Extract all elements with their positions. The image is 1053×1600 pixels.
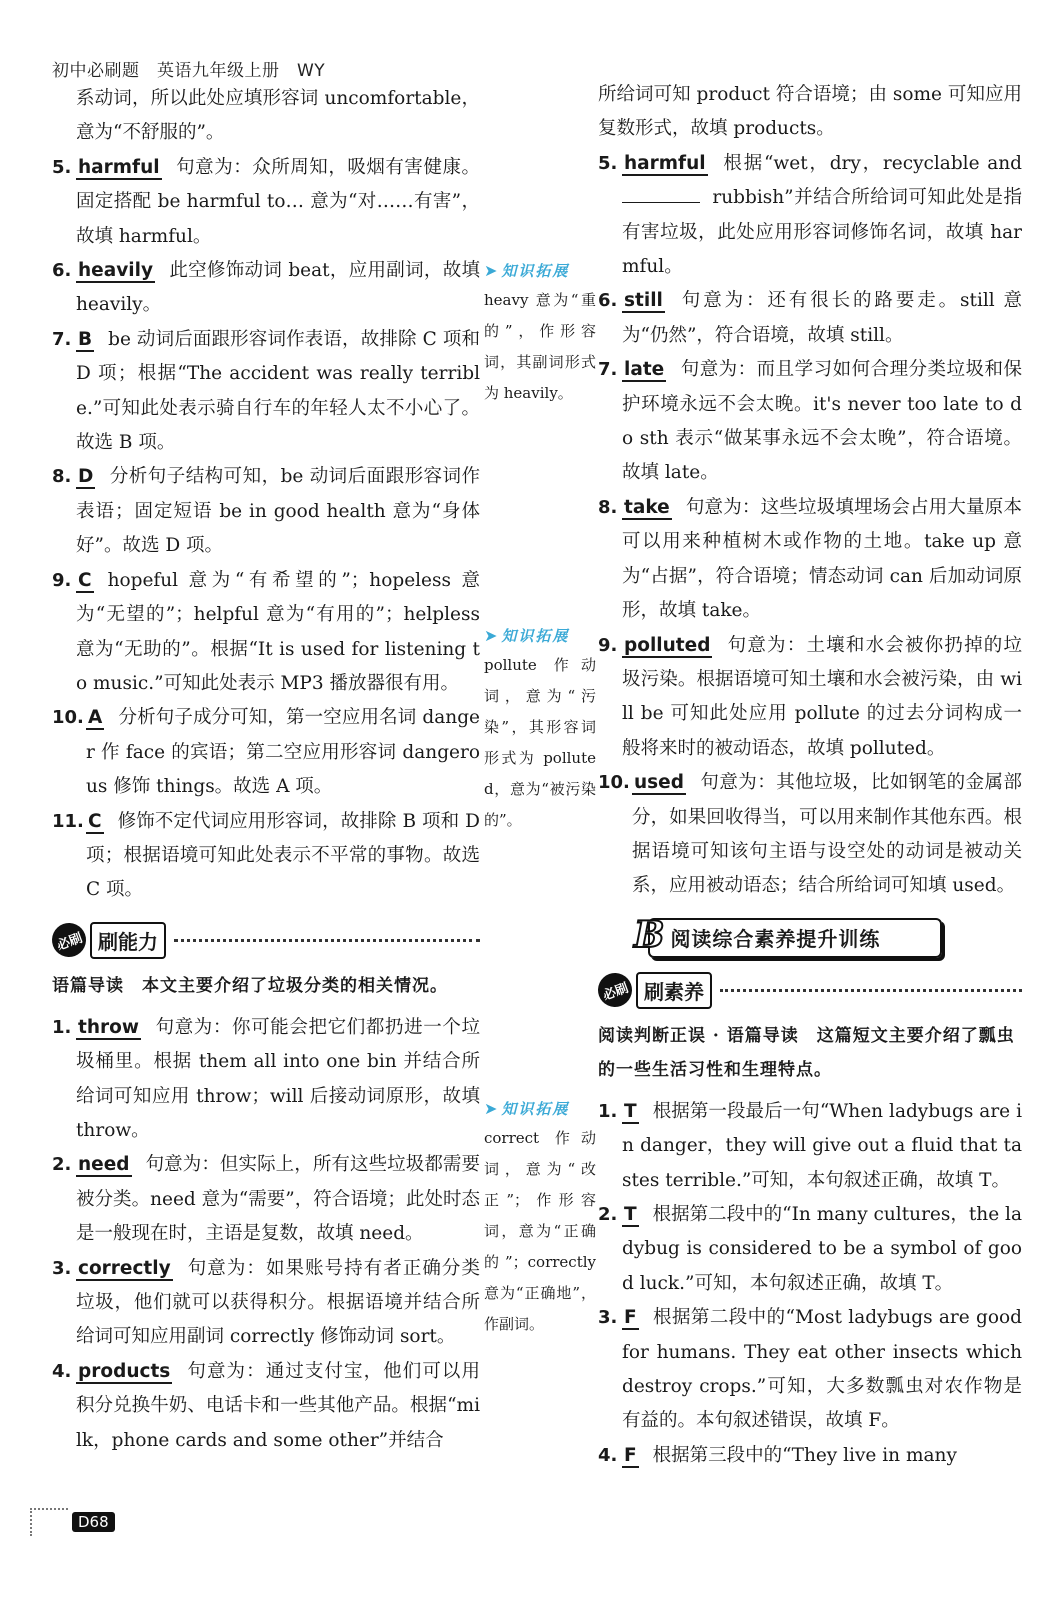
- banner-title: 阅读综合素养提升训练: [670, 927, 881, 952]
- answer: polluted: [624, 634, 711, 656]
- list-item: 6. still 句意为：还有很长的路要走。still 意为“仍然”，符合语境，故填 still。: [598, 290, 1022, 346]
- answer: harmful: [78, 156, 160, 178]
- answer: take: [624, 496, 670, 518]
- list-item: 5. harmful 根据“wet，dry，recyclable and rubbish”并结合所给词可知此处是指有害垃圾，此处应用形容词修饰名词，故填 harmful。: [598, 152, 1022, 278]
- right-answers-b: [598, 1095, 1022, 1473]
- list-item: 10. A 分析句子成分可知，第一空应用名词 danger 作 face 的宾语；第二空应用形容词 dangerous 修饰 things。故选 A 项。: [52, 707, 480, 798]
- left-intro: 系动词，所以此处应填形容词 uncomfortable，意为“不舒服的”。: [76, 88, 480, 144]
- answer: C: [88, 810, 102, 832]
- right-column: [598, 78, 1022, 1473]
- answer: A: [88, 707, 103, 729]
- list-item: 9. C hopeful 意为“有希望的”；hopeless 意为“无望的”；helpful 意为“有用的”；helpless 意为“无助的”。根据“It is used for listening to music.”可知此处表示 MP3 播放器很有用。: [52, 569, 480, 694]
- dotted-divider: [720, 989, 1022, 992]
- right-intro: 所给词可知 product 符合语境；由 some 可知应用复数形式，故填 products。: [598, 84, 1022, 140]
- left-column: [52, 82, 480, 1458]
- list-item: 4. F 根据第三段中的“They live in many: [598, 1444, 957, 1466]
- answer: harmful: [624, 152, 706, 174]
- arrow-icon: ➤: [484, 626, 500, 645]
- left-answers-b: [52, 1011, 480, 1458]
- list-item: 1. throw 句意为：你可能会把它们都扔进一个垃圾桶里。根据 them all into one bin 并结合所给词可知应用 throw；will 后接动词原形，故填 throw。: [52, 1016, 480, 1141]
- answer: used: [634, 772, 684, 794]
- list-item: 10. used 句意为：其他垃圾，比如钢笔的金属部分，如果回收得当，可以用来制作其他东西。根据语境可知该句主语与设空处的动词是被动关系，应用被动语态；结合所给词可知填 used。: [598, 772, 1022, 897]
- list-item: 7. late 句意为：而且学习如何合理分类垃圾和保护环境永远不会太晚。it's never too late to do sth 表示“做某事永远不会太晚”，符合语境。故填 late。: [598, 359, 1022, 484]
- section-title: 刷素养: [636, 972, 712, 1009]
- answer: T: [624, 1100, 637, 1122]
- list-item: 9. polluted 句意为：土壤和水会被你扔掉的垃圾污染。根据语境可知土壤和水会被污染，由 will be 可知此处应用 pollute 的过去分词构成一般将来时的被动语态，故填 polluted。: [598, 634, 1022, 759]
- answer: throw: [78, 1016, 139, 1038]
- answer: need: [78, 1154, 130, 1176]
- left-answers-a: [52, 151, 480, 908]
- brush-badge-icon: 必刷: [593, 968, 637, 1012]
- list-item: 2. T 根据第二段中的“In many cultures，the ladybug is considered to be a symbol of good luck.”可知，本句叙述正确，故填 T。: [598, 1203, 1022, 1294]
- page-header: 初中必刷题 英语九年级上册 WY: [52, 61, 326, 81]
- section-header-literacy: [598, 972, 1022, 1009]
- list-item: 2. need 句意为：但实际上，所有这些垃圾都需要被分类。need 意为“需要”，符合语境；此处时态是一般现在时，主语是复数，故填 need。: [52, 1154, 480, 1245]
- side-note: ➤ 知识拓展 heavy 意为“重的”，作形容词，其副词形式为 heavily。: [484, 261, 596, 402]
- list-item: 7. B be 动词后面跟形容词作表语，故排除 C 项和 D 项；根据“The accident was really terrible.”可知此处表示骑自行车的年轻人太不小心了。故选 B 项。: [52, 328, 480, 454]
- arrow-icon: ➤: [484, 1099, 500, 1118]
- reading-guide: 阅读判断正误 · 语篇导读 这篇短文主要介绍了瓢虫的一些生活习性和生理特点。: [598, 1025, 1015, 1080]
- answer: still: [624, 290, 663, 312]
- list-item: 3. F 根据第二段中的“Most ladybugs are good for humans. They eat other insects which destroy crops.”可知，大多数瓢虫对农作物是有益的。本句叙述错误，故填 F。: [598, 1307, 1022, 1432]
- side-note: ➤ 知识拓展 pollute 作动词，意为“污染”，其形容词形式为 polluted，意为“被污染的”。: [484, 626, 596, 829]
- dotted-divider: [174, 939, 480, 942]
- brush-badge-icon: 必刷: [47, 918, 91, 962]
- answer: T: [624, 1203, 637, 1225]
- page-number: D68: [72, 1512, 115, 1532]
- answer: B: [78, 328, 93, 350]
- list-item: 8. D 分析句子结构可知，be 动词后面跟形容词作表语；固定短语 be in good health 意为“身体好”。故选 D 项。: [52, 466, 480, 557]
- arrow-icon: ➤: [484, 261, 500, 280]
- answer: D: [78, 466, 94, 488]
- answer: late: [624, 359, 665, 381]
- answer: products: [78, 1360, 171, 1382]
- list-item: 11. C 修饰不定代词应用形容词，故排除 B 项和 D 项；根据语境可知此处表示不平常的事物。故选 C 项。: [52, 810, 480, 901]
- list-item: 8. take 句意为：这些垃圾填埋场会占用大量原本可以用来种植树木或作物的土地。take up 意为“占据”，符合语境；情态动词 can 后加动词原形，故填 take。: [598, 496, 1022, 622]
- answer: F: [624, 1444, 637, 1466]
- answer: C: [78, 569, 92, 591]
- section-header-ability: [52, 922, 480, 959]
- list-item: 1. T 根据第一段最后一句“When ladybugs are in danger，they will give out a fluid that tastes terrible.”可知，本句叙述正确，故填 T。: [598, 1100, 1022, 1191]
- section-b-banner: [634, 913, 942, 958]
- right-answers-a: [598, 147, 1022, 904]
- answer: heavily: [78, 260, 154, 282]
- answer: F: [624, 1307, 637, 1329]
- answer: correctly: [78, 1257, 171, 1279]
- list-item: 5. harmful 句意为：众所周知，吸烟有害健康。固定搭配 be harmful to… 意为“对……有害”，故填 harmful。: [52, 156, 480, 247]
- side-note: ➤ 知识拓展 correct 作动词，意为“改正”；作形容词，意为“正确的”；correctly 意为“正确地”，作副词。: [484, 1099, 596, 1333]
- list-item: 4. products 句意为：通过支付宝，他们可以用积分兑换牛奶、电话卡和一些其他产品。根据“milk，phone cards and some other”并结合: [52, 1360, 480, 1451]
- corner-decoration: [30, 1508, 68, 1536]
- reading-guide: 语篇导读 本文主要介绍了垃圾分类的相关情况。: [52, 975, 448, 996]
- list-item: 3. correctly 句意为：如果账号持有者正确分类垃圾，他们就可以获得积分。根据语境并结合所给词可知应用副词 correctly 修饰动词 sort。: [52, 1257, 480, 1348]
- section-title: 刷能力: [90, 922, 166, 959]
- blank-line: [622, 184, 700, 203]
- list-item: 6. heavily 此空修饰动词 beat，应用副词，故填 heavily。: [52, 260, 480, 316]
- b-letter: B: [634, 913, 665, 956]
